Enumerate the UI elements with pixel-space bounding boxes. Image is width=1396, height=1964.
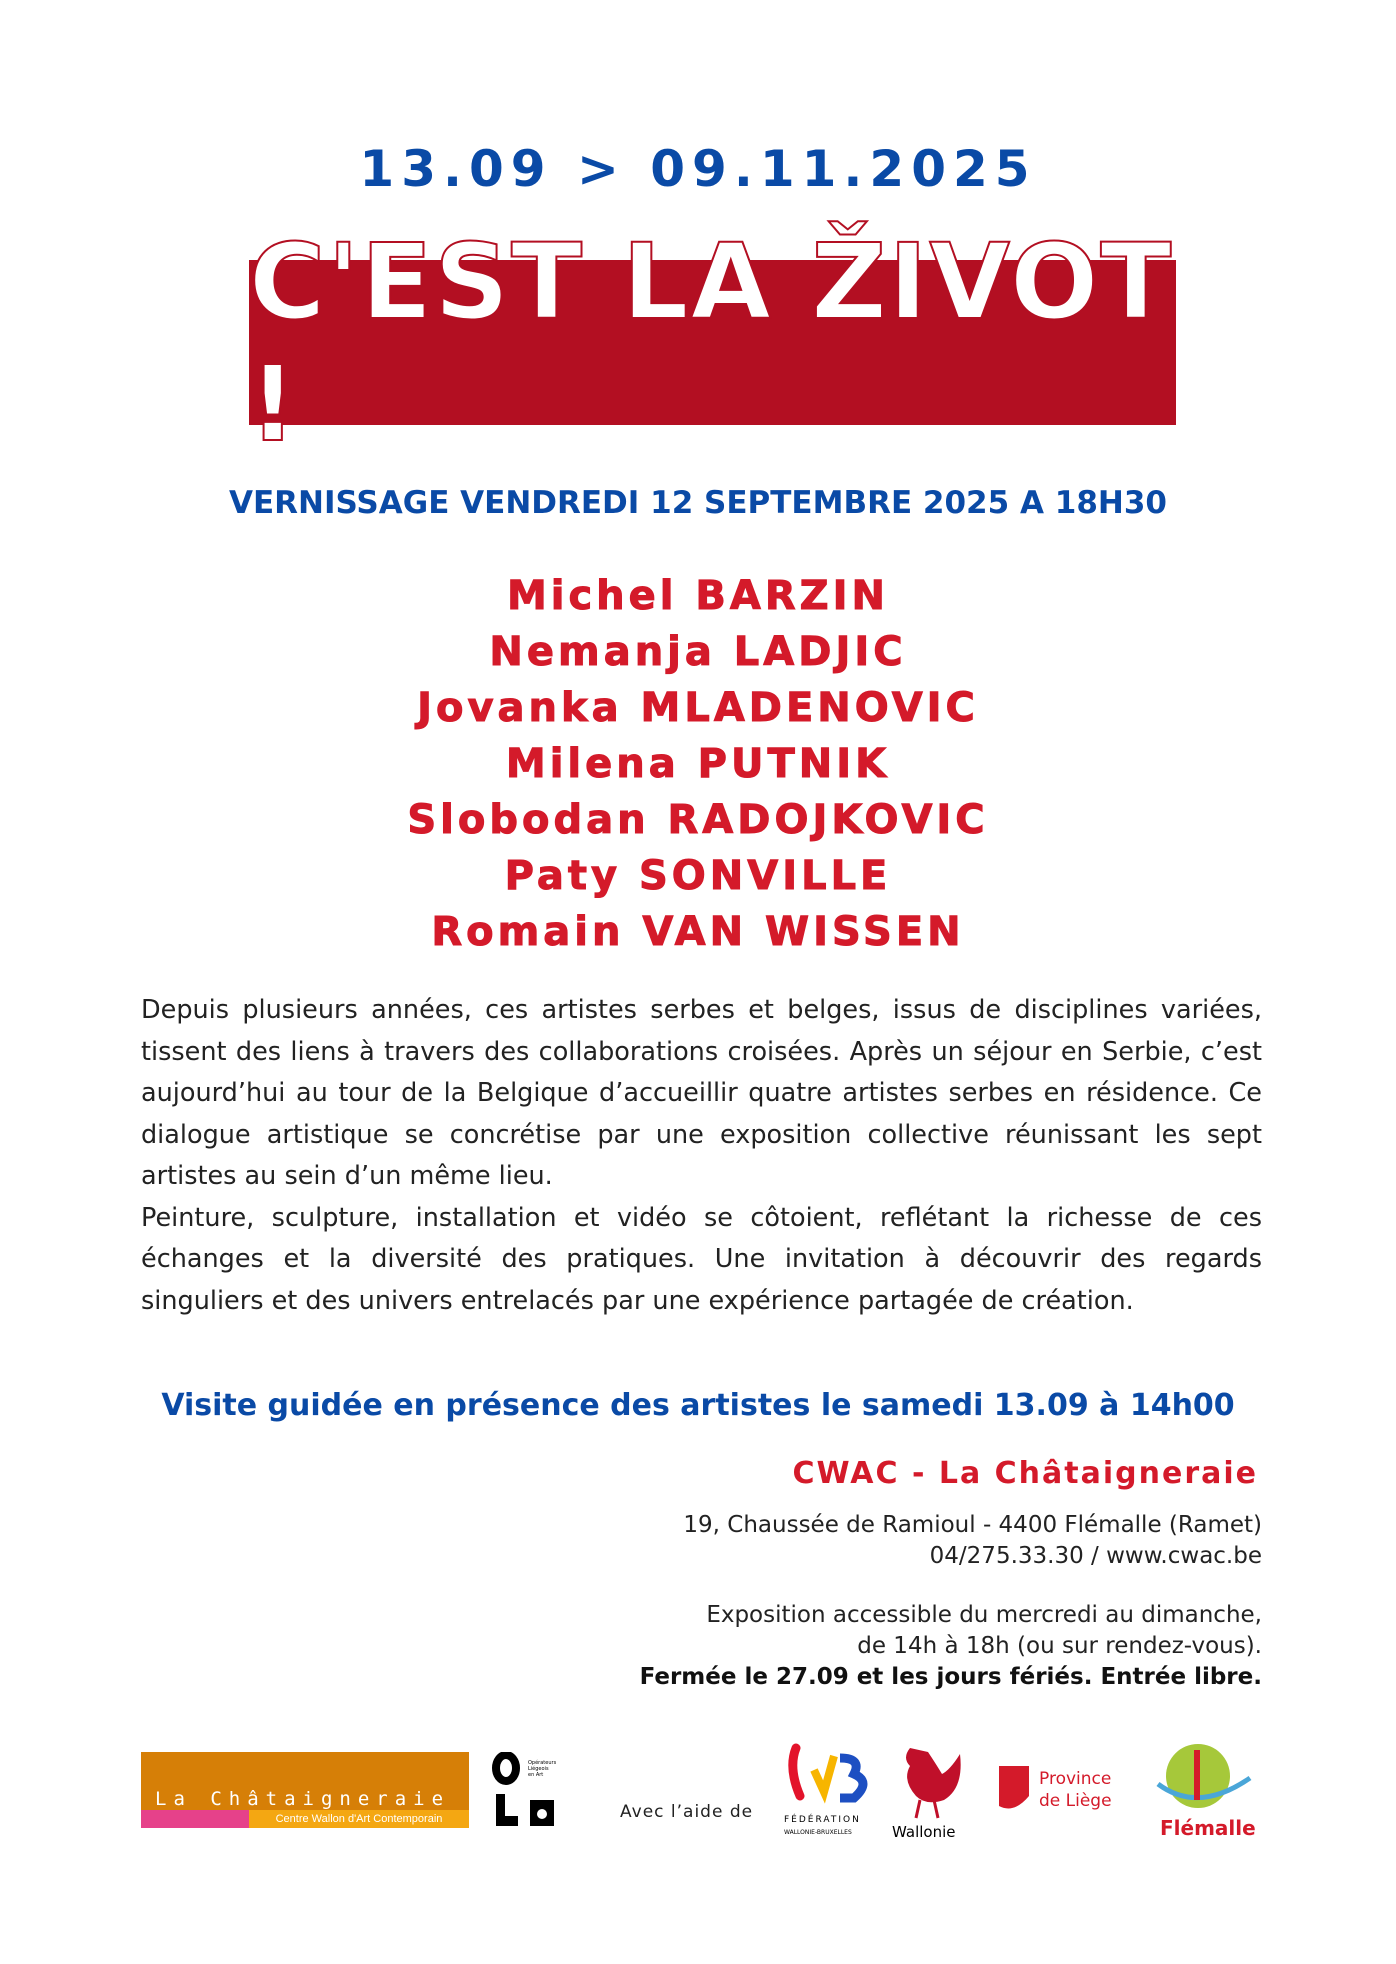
artist-name: Jovanka MLADENOVIC <box>417 685 979 731</box>
title-banner <box>249 220 1176 465</box>
svg-text:Liégeois: Liégeois <box>528 1766 549 1772</box>
description-paragraph: Depuis plusieurs années, ces artistes serbes et belges, issus de disciplines variées, tissent des liens à travers des collaborations croisées. Après un séjour en Serbie, c’est aujourd’hui au tour de la Belgique d’accueillir quatre artistes serbes en résidence. Ce dialogue artistique se concrétise par une exposition collective réunissant les sept artistes au sein d’un même lieu. <box>141 995 1262 1191</box>
artist-name: Romain VAN WISSEN <box>431 909 965 955</box>
venue-contact: 04/275.33.30 / www.cwac.be <box>929 1543 1262 1569</box>
artist-name: Milena PUTNIK <box>505 741 891 787</box>
opening-hours: Exposition accessible du mercredi au dimanche, <box>706 1602 1262 1628</box>
svg-text:Wallonie: Wallonie <box>892 1823 956 1840</box>
svg-text:Flémalle: Flémalle <box>1160 1816 1256 1840</box>
federation-wallonie-bruxelles-logo <box>782 1740 882 1840</box>
chataigneraie-logo <box>141 1752 469 1828</box>
exhibition-title: C'EST LA ŽIVOT ! <box>249 220 1174 465</box>
venue-name: CWAC - La Châtaigneraie <box>792 1456 1258 1491</box>
guided-visit-info: Visite guidée en présence des artistes le samedi 13.09 à 14h00 <box>161 1388 1235 1423</box>
support-label: Avec l’aide de <box>620 1802 754 1822</box>
svg-text:WALLONIE-BRUXELLES: WALLONIE-BRUXELLES <box>784 1829 852 1836</box>
commune-flemalle-logo <box>1148 1740 1258 1840</box>
artist-name: Slobodan RADOJKOVIC <box>407 797 989 843</box>
svg-text:de Liège: de Liège <box>1039 1791 1112 1811</box>
artist-name: Paty SONVILLE <box>504 853 892 899</box>
exhibition-dates: 13.09 > 09.11.2025 <box>359 140 1037 198</box>
province-de-liege-logo <box>995 1760 1120 1820</box>
ola-logo <box>492 1752 572 1828</box>
artist-name: Michel BARZIN <box>506 573 890 619</box>
artist-name: Nemanja LADJIC <box>489 629 907 675</box>
svg-text:en Art: en Art <box>528 1772 544 1778</box>
vernissage-info: VERNISSAGE VENDREDI 12 SEPTEMBRE 2025 A 18H30 <box>228 485 1167 521</box>
venue-address: 19, Chaussée de Ramioul - 4400 Flémalle (Ramet) <box>683 1512 1262 1538</box>
description <box>141 990 1262 1322</box>
description-paragraph: Peinture, sculpture, installation et vidéo se côtoient, reflétant la richesse de ces échanges et la diversité des pratiques. Une invitation à découvrir des regards singuliers et des univers entrelacés par une expérience partagée de création. <box>141 1202 1262 1316</box>
chataigneraie-logo-text: La Châtaigneraie <box>155 1788 451 1810</box>
closure-info: Fermée le 27.09 et les jours fériés. Entrée libre. <box>639 1664 1262 1690</box>
svg-text:Opérateurs: Opérateurs <box>528 1760 557 1766</box>
svg-text:FÉDÉRATION: FÉDÉRATION <box>784 1815 861 1825</box>
chataigneraie-logo-subtitle: Centre Wallon d'Art Contemporain <box>249 1810 469 1828</box>
artist-list <box>0 568 1396 960</box>
opening-hours: de 14h à 18h (ou sur rendez-vous). <box>857 1633 1262 1659</box>
sponsor-logos <box>0 1740 1396 1840</box>
svg-text:Province: Province <box>1039 1769 1112 1789</box>
wallonie-rooster-logo <box>890 1740 970 1840</box>
